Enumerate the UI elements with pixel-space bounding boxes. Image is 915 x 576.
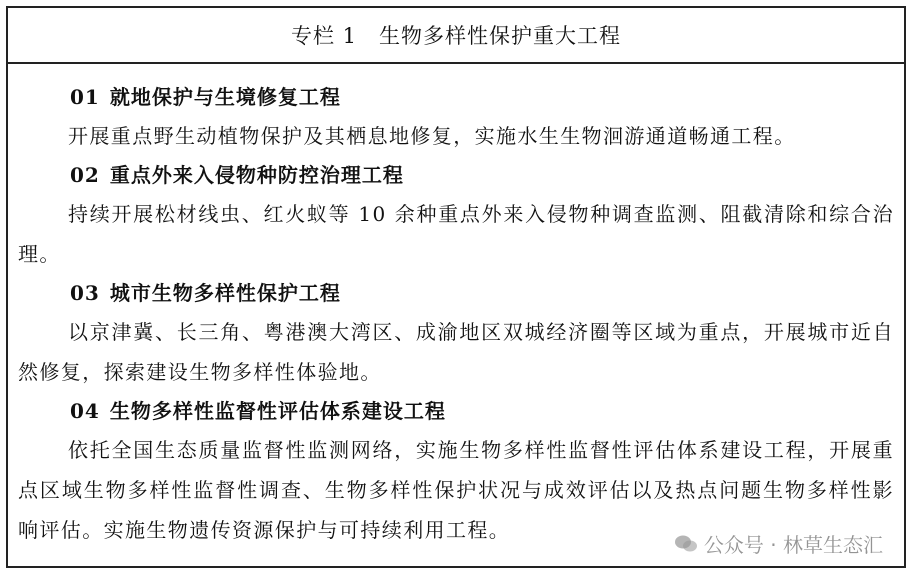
box-title xyxy=(8,8,904,64)
section-index: 01 xyxy=(70,85,100,109)
section-index: 03 xyxy=(70,281,100,305)
watermark xyxy=(674,529,883,558)
section-title: 重点外来入侵物种防控治理工程 xyxy=(109,163,404,187)
section-title: 生物多样性监督性评估体系建设工程 xyxy=(109,399,446,423)
section-heading-04 xyxy=(18,392,894,430)
box-body xyxy=(8,64,904,550)
section-text-04: 依托全国生态质量监督性监测网络，实施生物多样性监督性评估体系建设工程，开展重点区域生物多样性监督性调查、生物多样性保护状况与成效评估以及热点问题生物多样性影响评估。实施生物遗传资源保护与可持续利用工程。 xyxy=(18,438,894,542)
section-heading-03 xyxy=(18,274,894,312)
section-heading-01 xyxy=(18,78,894,116)
section-text-02: 持续开展松材线虫、红火蚁等 10 余种重点外来入侵物种调查监测、阻截清除和综合治理。 xyxy=(18,202,894,266)
watermark-text: 公众号 · 林草生态汇 xyxy=(703,533,883,557)
section-text-01: 开展重点野生动植物保护及其栖息地修复，实施水生生物洄游通道畅通工程。 xyxy=(68,124,796,148)
section-index: 02 xyxy=(70,163,100,187)
project-box xyxy=(6,6,906,568)
box-title-text: 生物多样性保护重大工程 xyxy=(379,24,622,48)
section-heading-02 xyxy=(18,156,894,194)
section-index: 04 xyxy=(70,399,100,423)
box-label: 专栏 1 xyxy=(290,24,358,48)
wechat-icon xyxy=(674,534,698,554)
section-title: 就地保护与生境修复工程 xyxy=(109,85,341,109)
section-title: 城市生物多样性保护工程 xyxy=(109,281,341,305)
section-text-03: 以京津冀、长三角、粤港澳大湾区、成渝地区双城经济圈等区域为重点，开展城市近自然修复，探索建设生物多样性体验地。 xyxy=(18,320,894,384)
